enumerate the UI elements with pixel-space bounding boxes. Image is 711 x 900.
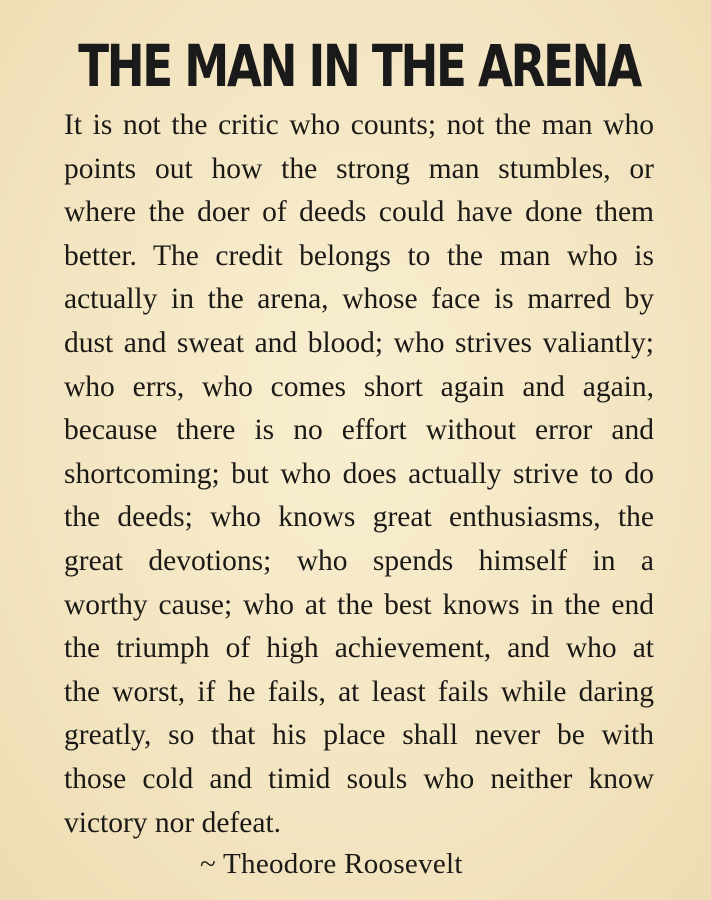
quote-line: greatly, so that his place shall never be with [64, 719, 654, 752]
quote-line: better. The credit belongs to the man who is [64, 239, 654, 272]
quote-line: worthy cause; who at the best knows in the end [64, 588, 654, 621]
quote-line: great devotions; who spends himself in a [64, 544, 654, 577]
quote-line: shortcoming; but who does actually strive to do [64, 457, 654, 490]
quote-line: those cold and timid souls who neither know [64, 762, 654, 795]
quote-line: It is not the critic who counts; not the man who [64, 109, 654, 141]
page-title: THE MAN IN THE ARENA [78, 32, 640, 100]
quote-line: points out how the strong man stumbles, or [64, 152, 654, 185]
quote-line: dust and sweat and blood; who strives valiantly; [64, 326, 654, 359]
quote-line: the deeds; who knows great enthusiasms, the [64, 501, 654, 534]
quote-line: actually in the arena, whose face is marred by [64, 283, 654, 316]
quote-line: the triumph of high achievement, and who at [64, 632, 654, 665]
quote-line: victory nor defeat. [64, 806, 282, 839]
quote-text [64, 104, 654, 845]
quote-line: who errs, who comes short again and again, [64, 370, 654, 403]
quote-line: where the doer of deeds could have done them [64, 196, 654, 229]
quote-line: the worst, if he fails, at least fails while daring [64, 675, 654, 708]
quote-line: because there is no effort without error and [64, 414, 654, 447]
attribution: ~ Theodore Roosevelt [200, 848, 463, 880]
